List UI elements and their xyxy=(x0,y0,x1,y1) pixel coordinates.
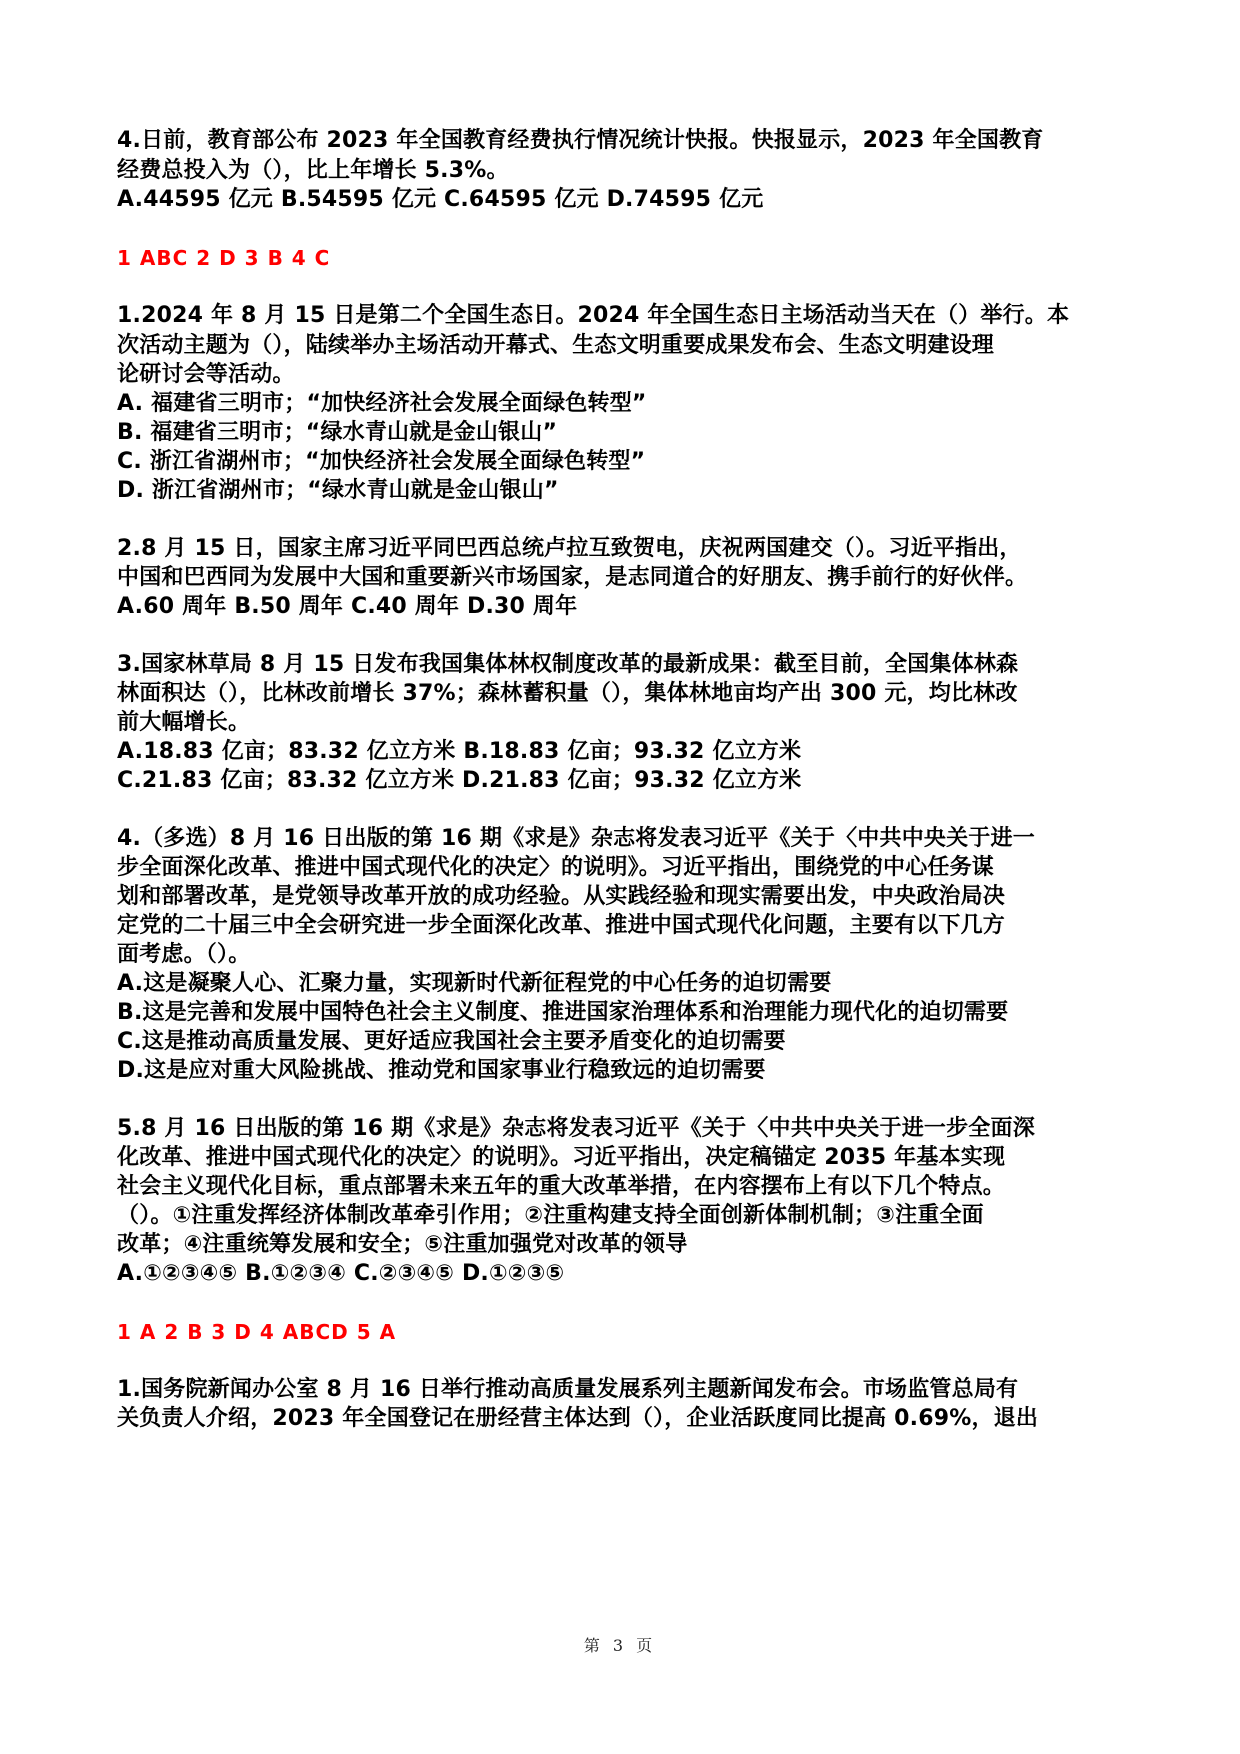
option-b: B.这是完善和发展中国特色社会主义制度、推进国家治理体系和治理能力现代化的迫切需要 xyxy=(117,1000,1009,1025)
question-text: 划和部署改革，是党领导改革开放的成功经验。从实践经验和现实需要出发，中央政治局决 xyxy=(117,884,1006,909)
option-a: A.这是凝聚人心、汇聚力量，实现新时代新征程党的中心任务的迫切需要 xyxy=(117,971,832,996)
question-text: 改革；④注重统筹发展和安全；⑤注重加强党对改革的领导 xyxy=(117,1232,688,1257)
option-a: A. 福建省三明市；“加快经济社会发展全面绿色转型” xyxy=(117,391,647,416)
question-text: 经费总投入为（），比上年增长 5.3%。 xyxy=(117,158,509,183)
question-text: 4.（多选）8 月 16 日出版的第 16 期《求是》杂志将发表习近平《关于〈中共中央关于进一 xyxy=(117,826,1035,851)
question-text: 次活动主题为（），陆续举办主场活动开幕式、生态文明重要成果发布会、生态文明建设理 xyxy=(117,333,995,358)
question-text: （）。①注重发挥经济体制改革牵引作用；②注重构建支持全面创新体制机制；③注重全面 xyxy=(117,1203,984,1228)
option-d: D. 浙江省湖州市；“绿水青山就是金山银山” xyxy=(117,478,559,503)
option-c: C. 浙江省湖州市；“加快经济社会发展全面绿色转型” xyxy=(117,449,646,474)
question-text: 林面积达（），比林改前增长 37%；森林蓄积量（），集体林地亩均产出 300 元，均比林改 xyxy=(117,681,1018,706)
question-options: A.①②③④⑤ B.①②③④ C.②③④⑤ D.①②③⑤ xyxy=(117,1261,565,1286)
page-number: 第 3 页 xyxy=(583,1636,657,1655)
question-text: 面考虑。（）。 xyxy=(117,942,251,967)
option-c: C.这是推动高质量发展、更好适应我国社会主要矛盾变化的迫切需要 xyxy=(117,1029,786,1054)
question-text: 定党的二十届三中全会研究进一步全面深化改革、推进中国式现代化问题，主要有以下几方 xyxy=(117,913,1006,938)
question-options: A.60 周年 B.50 周年 C.40 周年 D.30 周年 xyxy=(117,594,578,619)
question-text: 步全面深化改革、推进中国式现代化的决定〉的说明》。习近平指出，围绕党的中心任务谋 xyxy=(117,855,995,880)
question-text: 化改革、推进中国式现代化的决定〉的说明》。习近平指出，决定稿锚定 2035 年基本实现 xyxy=(117,1145,1006,1170)
answer-key: 1 A 2 B 3 D 4 ABCD 5 A xyxy=(117,1320,397,1344)
question-text: 4.日前，教育部公布 2023 年全国教育经费执行情况统计快报。快报显示，2023 年全国教育 xyxy=(117,128,1044,153)
question-text: 前大幅增长。 xyxy=(117,710,251,735)
question-options: A.18.83 亿亩；83.32 亿立方米 B.18.83 亿亩；93.32 亿立方米 xyxy=(117,739,802,764)
option-b: B. 福建省三明市；“绿水青山就是金山银山” xyxy=(117,420,558,445)
question-text: 论研讨会等活动。 xyxy=(117,362,295,387)
answer-key: 1 ABC 2 D 3 B 4 C xyxy=(117,246,331,270)
option-d: D.这是应对重大风险挑战、推动党和国家事业行稳致远的迫切需要 xyxy=(117,1058,766,1083)
question-text: 2.8 月 15 日，国家主席习近平同巴西总统卢拉互致贺电，庆祝两国建交（）。习近平指出， xyxy=(117,536,1022,561)
question-text: 关负责人介绍，2023 年全国登记在册经营主体达到（），企业活跃度同比提高 0.69%，退出 xyxy=(117,1406,1039,1431)
question-text: 1.2024 年 8 月 15 日是第二个全国生态日。2024 年全国生态日主场活动当天在（）举行。本 xyxy=(117,303,1070,328)
question-text: 社会主义现代化目标，重点部署未来五年的重大改革举措，在内容摆布上有以下几个特点。 xyxy=(117,1174,1006,1199)
question-options: A.44595 亿元 B.54595 亿元 C.64595 亿元 D.74595 亿元 xyxy=(117,187,764,212)
question-options: C.21.83 亿亩；83.32 亿立方米 D.21.83 亿亩；93.32 亿立方米 xyxy=(117,768,802,793)
question-text: 1.国务院新闻办公室 8 月 16 日举行推动高质量发展系列主题新闻发布会。市场监管总局有 xyxy=(117,1377,1019,1402)
question-text: 中国和巴西同为发展中大国和重要新兴市场国家，是志同道合的好朋友、携手前行的好伙伴。 xyxy=(117,565,1028,590)
question-text: 3.国家林草局 8 月 15 日发布我国集体林权制度改革的最新成果：截至目前，全国集体林森 xyxy=(117,652,1019,677)
question-text: 5.8 月 16 日出版的第 16 期《求是》杂志将发表习近平《关于〈中共中央关于进一步全面深 xyxy=(117,1116,1035,1141)
